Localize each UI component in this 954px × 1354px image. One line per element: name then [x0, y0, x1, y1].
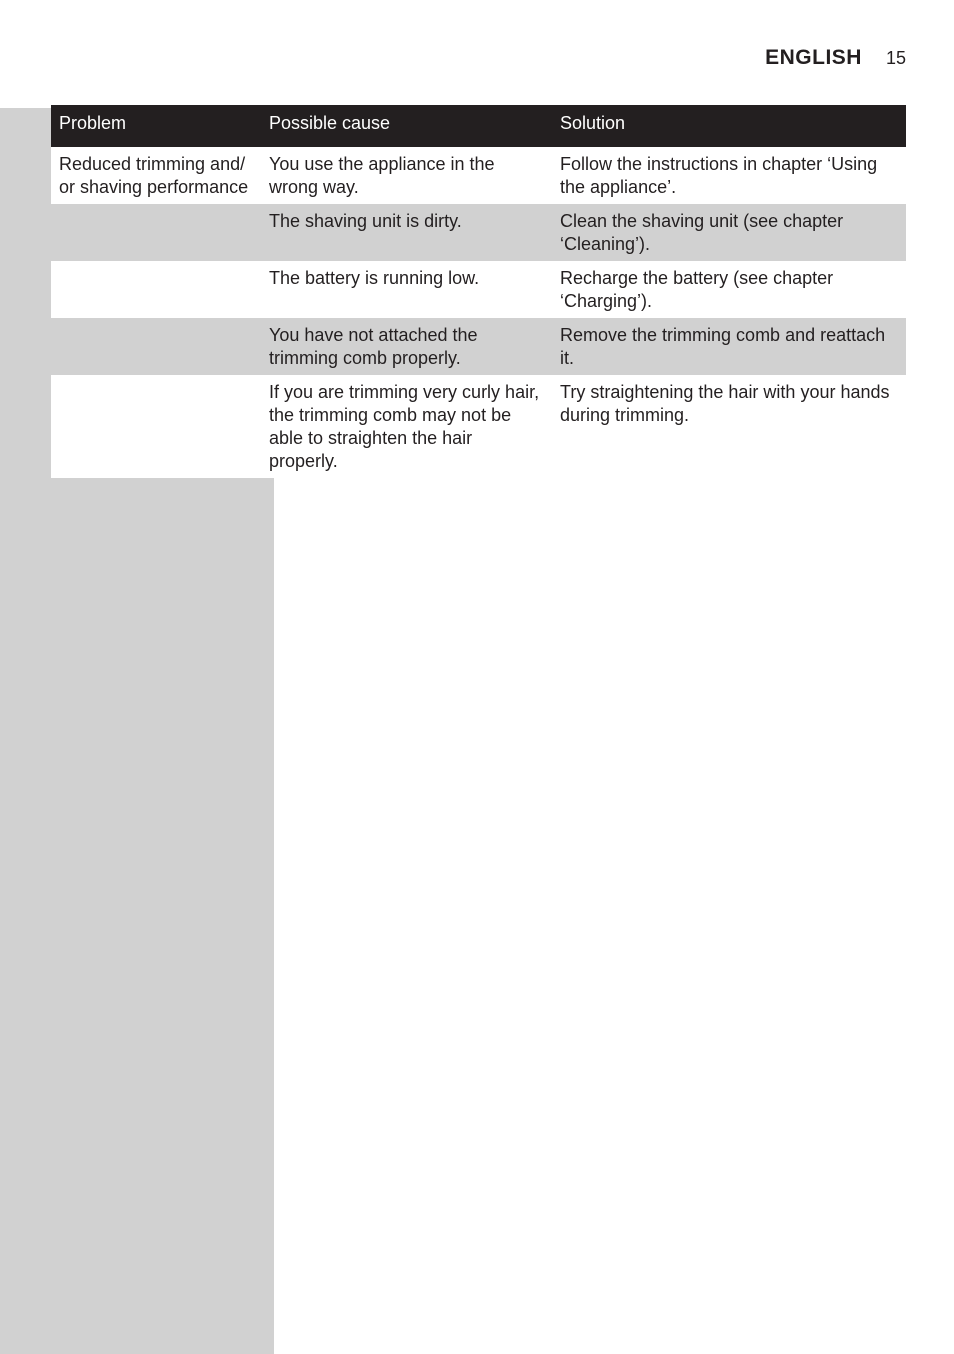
language-label: ENGLISH	[765, 46, 862, 69]
table-row	[51, 147, 906, 204]
table-header-row	[51, 105, 906, 147]
solution-cell: Try straightening the hair with your hands during trimming.	[560, 382, 890, 425]
problem-cell	[51, 375, 262, 478]
cause-cell: You have not attached the trimming comb properly.	[269, 325, 478, 368]
cause-cell: You use the appliance in the wrong way.	[269, 154, 495, 197]
problem-cell: Reduced trimming and/ or shaving performance	[59, 154, 249, 197]
cause-cell: The shaving unit is dirty.	[269, 211, 462, 231]
problem-cell	[51, 261, 262, 318]
table-row	[51, 204, 906, 261]
table-row	[51, 375, 906, 478]
solution-cell: Remove the trimming comb and reattach it.	[560, 325, 886, 368]
cause-cell: The battery is running low.	[269, 268, 480, 288]
solution-cell: Recharge the battery (see chapter ‘Charging’).	[560, 268, 834, 311]
table-row	[51, 318, 906, 375]
margin-band-lower	[0, 476, 274, 1354]
table-row	[51, 261, 906, 318]
page-number: 15	[885, 48, 906, 68]
column-header-problem: Problem	[59, 112, 127, 133]
cause-cell: If you are trimming very curly hair, the trimming comb may not be able to straighten the hair properly.	[269, 382, 540, 471]
column-header-solution: Solution	[560, 112, 626, 133]
solution-cell: Clean the shaving unit (see chapter ‘Cleaning’).	[560, 211, 844, 254]
problem-cell	[51, 318, 262, 375]
problem-cell	[51, 204, 262, 261]
column-header-cause: Possible cause	[269, 112, 391, 133]
troubleshooting-table	[51, 105, 906, 478]
solution-cell: Follow the instructions in chapter ‘Using the appliance’.	[560, 154, 878, 197]
page-header	[765, 46, 906, 70]
margin-band	[0, 108, 51, 476]
